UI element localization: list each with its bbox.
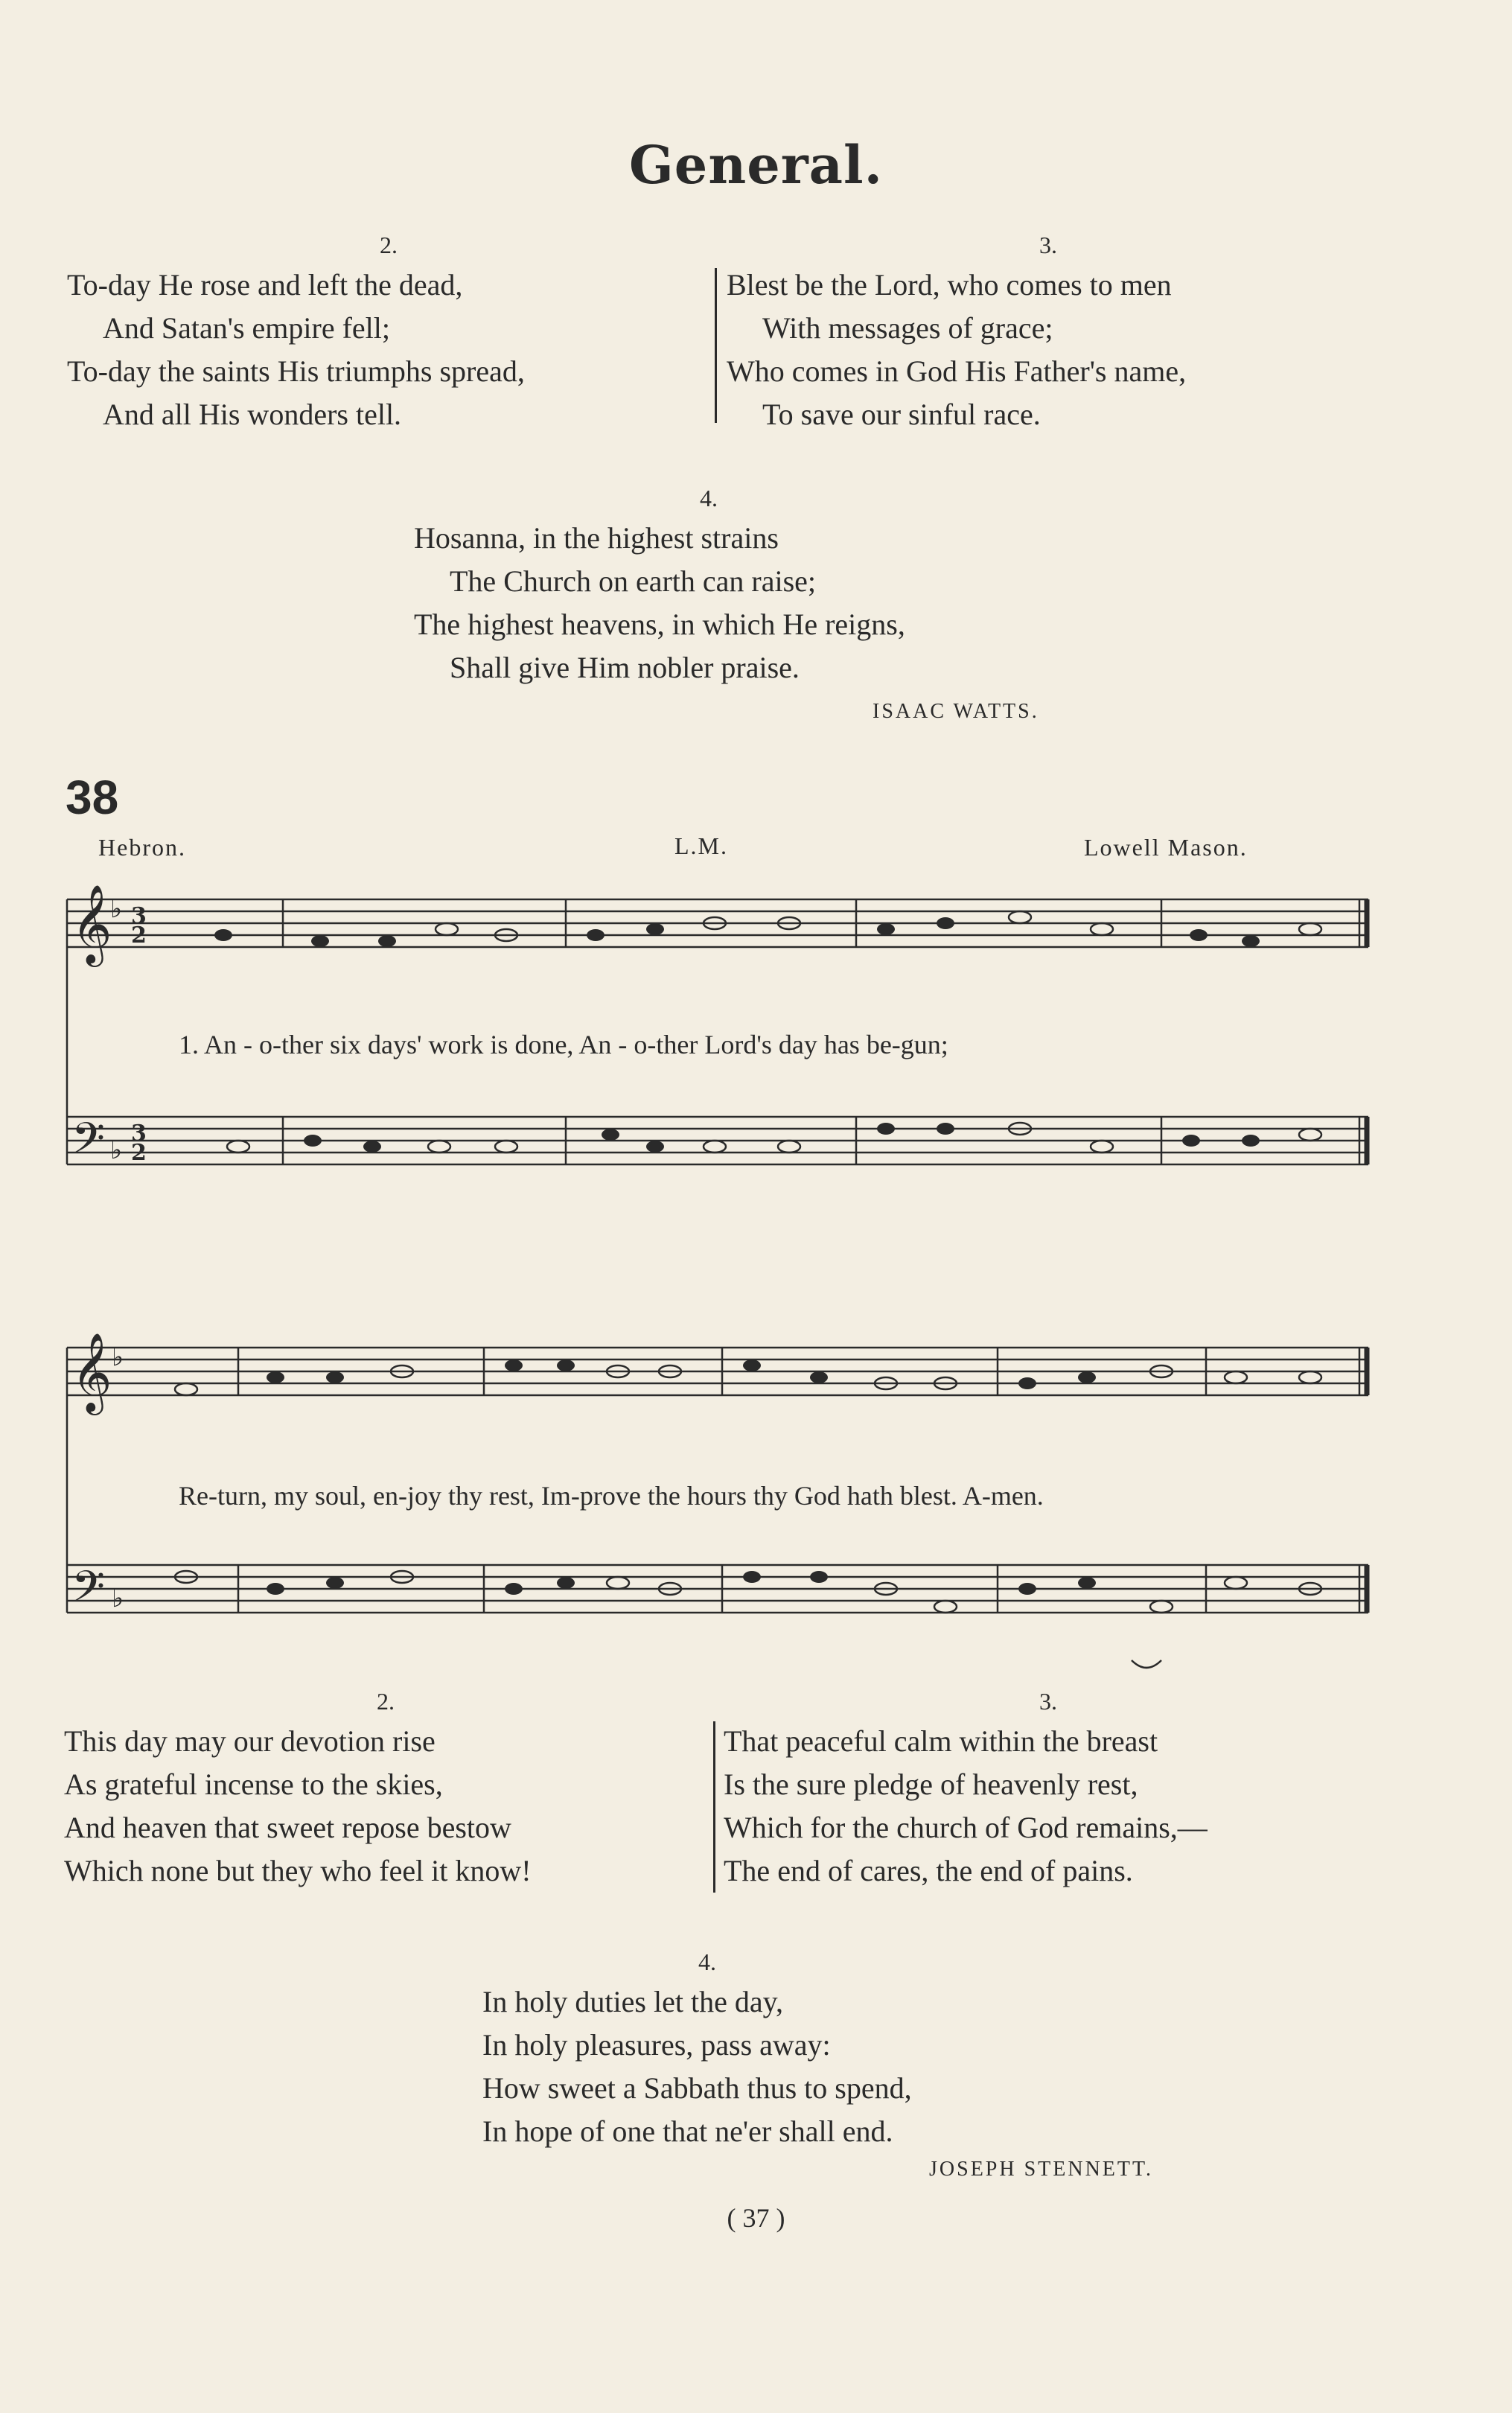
stanza-line: In holy duties let the day,: [482, 1985, 783, 2018]
stanza-number: 3.: [1039, 1688, 1057, 1715]
stanza-line: To-day He rose and left the dead,: [67, 268, 463, 302]
svg-text:𝄞: 𝄞: [71, 884, 112, 963]
stanza-line: This day may our devotion rise: [64, 1724, 436, 1758]
svg-text:♭: ♭: [112, 1584, 124, 1613]
composer: Lowell Mason.: [1084, 834, 1248, 861]
stanza-divider: [715, 268, 717, 423]
stanza-line: With messages of grace;: [762, 311, 1053, 345]
stanza-line: Which none but they who feel it know!: [64, 1854, 532, 1887]
stanza-line: To-day the saints His triumphs spread,: [67, 354, 525, 388]
stanza-line: And heaven that sweet repose bestow: [64, 1811, 511, 1844]
svg-text:2: 2: [131, 1140, 147, 1166]
stanza-line: Shall give Him nobler praise.: [450, 651, 800, 684]
stanza-line: Hosanna, in the highest strains: [414, 521, 779, 555]
stanza-line: Which for the church of God remains,—: [724, 1811, 1208, 1844]
music-system-1: [0, 879, 1512, 1295]
stanza-line: Who comes in God His Father's name,: [727, 354, 1187, 388]
stanza-2-bottom: [64, 1680, 532, 1893]
stanza-line: Is the sure pledge of heavenly rest,: [724, 1767, 1138, 1801]
svg-text:𝄞: 𝄞: [71, 1333, 112, 1412]
page-number: ( 37 ): [727, 2203, 785, 2233]
svg-text:2: 2: [131, 922, 147, 949]
svg-text:𝄢: 𝄢: [71, 1561, 106, 1622]
lyric-line-2: Re-turn, my soul, en-joy thy rest, Im-prove the hours thy God hath blest. A-men.: [179, 1481, 1044, 1511]
stanza-2-top: [67, 223, 525, 436]
stanza-line: In hope of one that ne'er shall end.: [482, 2114, 893, 2148]
svg-text:3: 3: [131, 903, 147, 929]
svg-text:𝄢: 𝄢: [71, 1113, 106, 1174]
stanza-line: The highest heavens, in which He reigns,: [414, 608, 905, 641]
svg-text:♭: ♭: [110, 1135, 123, 1165]
stanza-line: And all His wonders tell.: [103, 398, 402, 431]
hymn-number: 38: [66, 771, 119, 824]
author-credit: ISAAC WATTS.: [873, 700, 1039, 723]
stanza-line: Blest be the Lord, who comes to men: [727, 268, 1172, 302]
stanza-number: 2.: [380, 232, 398, 258]
svg-text:♭: ♭: [112, 1342, 124, 1372]
stanza-line: To save our sinful race.: [762, 398, 1041, 431]
stanza-3-bottom: [724, 1680, 1208, 1893]
stanza-line: The Church on earth can raise;: [450, 564, 817, 598]
page-title: General.: [629, 134, 883, 196]
stanza-line: The end of cares, the end of pains.: [724, 1854, 1133, 1887]
meter: L.M.: [674, 832, 728, 859]
stanza-4-bottom: [482, 1940, 912, 2153]
stanza-line: How sweet a Sabbath thus to spend,: [482, 2071, 912, 2105]
author-credit: JOSEPH STENNETT.: [929, 2158, 1154, 2181]
stanza-line: And Satan's empire fell;: [103, 311, 390, 345]
stanza-3-top: [727, 223, 1186, 436]
stanza-number: 4.: [698, 1948, 716, 1975]
svg-text:♭: ♭: [110, 894, 123, 924]
stanza-line: That peaceful calm within the breast: [724, 1724, 1158, 1758]
stanza-divider: [713, 1721, 715, 1893]
stanza-line: In holy pleasures, pass away:: [482, 2028, 831, 2062]
stanza-number: 4.: [700, 485, 718, 511]
stanza-number: 3.: [1039, 232, 1057, 258]
stanza-4-top: [414, 476, 905, 689]
tune-name: Hebron.: [98, 834, 186, 861]
svg-text:3: 3: [131, 1121, 147, 1147]
stanza-line: As grateful incense to the skies,: [64, 1767, 443, 1801]
lyric-line-1: 1. An - o-ther six days' work is done, An - o-ther Lord's day has be-gun;: [179, 1030, 948, 1059]
stanza-number: 2.: [377, 1688, 395, 1715]
